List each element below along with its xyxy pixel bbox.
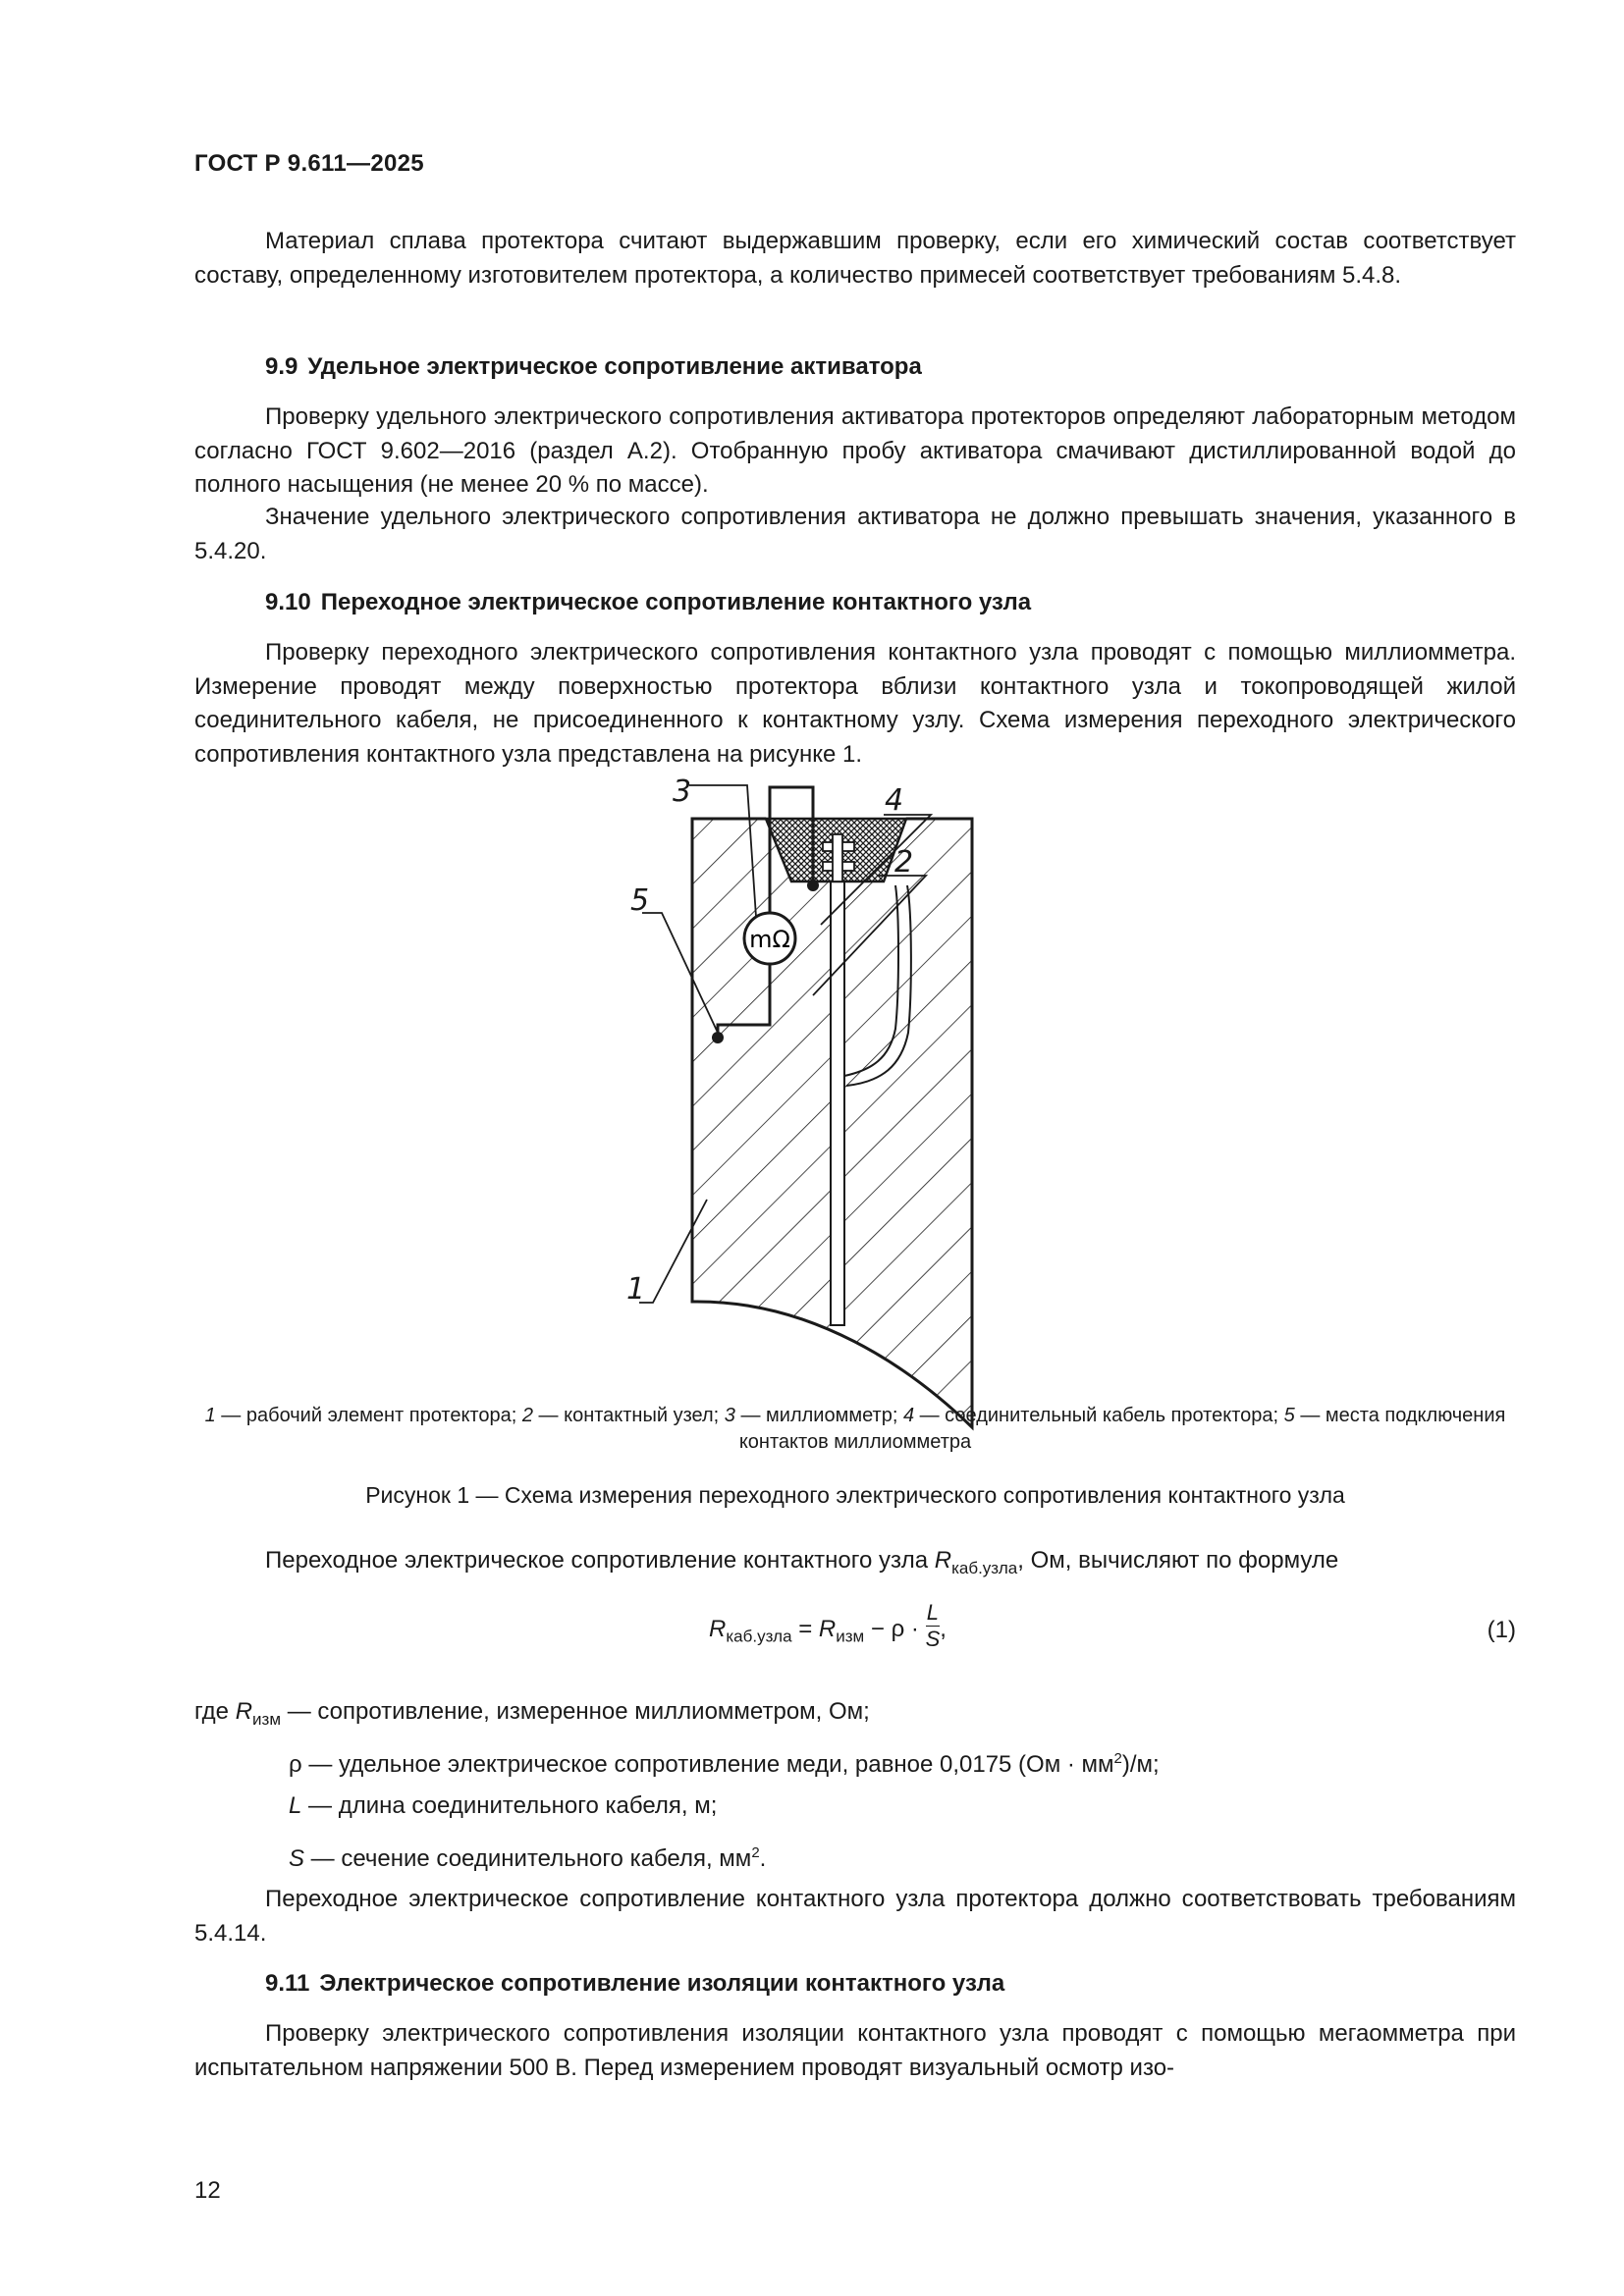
fraction: $\frac{L}{S}$ <box>925 1600 941 1651</box>
paragraph: Материал сплава протектора считают выдержавшим проверку, если его химический состав соответствует составу, определенному изготовителем протектора, а количество примесей соответствует требованиям 5.4.8. <box>194 228 1516 289</box>
legend-num: 3 <box>724 1405 735 1426</box>
formula-expression: $R_{каб.узла} = R_{изм} - \rho$ · $\frac{L}{S}$ , <box>709 1600 947 1651</box>
figure-legend <box>194 1403 1516 1456</box>
legend-text: — места подключения контактов миллиомметра <box>738 1405 1506 1453</box>
meter-label: mΩ <box>749 926 790 953</box>
measurement-diagram <box>626 774 1186 1374</box>
paragraph-formula-intro: Переходное электрическое сопротивление контактного узла $R_{каб.узла}$, Ом, вычисляют по формуле <box>265 1547 1339 1577</box>
section-heading-9-9 <box>265 353 922 381</box>
legend-text: — рабочий элемент протектора; <box>215 1405 522 1426</box>
section-title: Электрическое сопротивление изоляции контактного узла <box>319 1970 1005 1997</box>
callout-4: 4 <box>885 783 904 818</box>
cable-contact-point <box>807 880 819 891</box>
legend-num: 5 <box>1283 1405 1295 1426</box>
section-heading-9-10 <box>265 589 1031 616</box>
callout-1: 1 <box>626 1272 646 1307</box>
where-line-l: L — длина соединительного кабеля, м; <box>289 1792 718 1819</box>
where-line-rho: ρ — удельное электрическое сопротивление меди, равное 0,0175 $(Ом \cdot мм^2)/м$; <box>289 1750 1160 1778</box>
paragraph: Проверку переходного электрического сопротивления контактного узла проводят с помощью миллиомметра. Измерение проводят между поверхностью протектора вблизи контактного узла и токопроводящей жилой соединительного кабеля, не присоединенного к контактному узлу. Схема измерения переходного электрического сопротивления контактного узла представлена на рисунке 1. <box>194 639 1516 768</box>
paragraph: Проверку электрического сопротивления изоляции контактного узла проводят с помощью мегаомметра при испытательном напряжении 500 В. Перед измерением проводят визуальный осмотр изо- <box>194 2020 1516 2081</box>
section-number: 9.10 <box>265 589 311 615</box>
formula-number: (1) <box>1487 1617 1516 1643</box>
legend-num: 1 <box>204 1405 216 1426</box>
paragraph: Проверку удельного электрического сопротивления активатора протекторов определяют лабораторным методом согласно ГОСТ 9.602—2016 (раздел А.2). Отобранную пробу активатора смачивают дистиллированной водой до полного насыщения (не менее 20 % по массе). <box>194 403 1516 498</box>
paragraph: Переходное электрическое сопротивление контактного узла протектора должно соответствовать требованиям 5.4.14. <box>194 1886 1516 1947</box>
legend-num: 4 <box>902 1405 915 1426</box>
document-page <box>194 0 1516 2296</box>
legend-text: — миллиомметр; <box>734 1405 903 1426</box>
callout-3: 3 <box>673 774 692 809</box>
contact-node <box>766 819 906 881</box>
section-title: Переходное электрическое сопротивление контактного узла <box>320 589 1032 615</box>
legend-text: — контактный узел; <box>532 1405 725 1426</box>
section-heading-9-11 <box>265 1970 1004 1998</box>
callout-2: 2 <box>894 845 914 880</box>
where-line-s: S — сечение соединительного кабеля, $мм^2$. <box>289 1844 767 1872</box>
section-number: 9.11 <box>265 1970 310 1997</box>
section-title: Удельное электрическое сопротивление активатора <box>307 353 922 380</box>
page-number: 12 <box>194 2177 221 2204</box>
figure-caption: Рисунок 1 — Схема измерения переходного электрического сопротивления контактного узла <box>365 1482 1345 1508</box>
paragraph: Значение удельного электрического сопротивления активатора не должно превышать значения, указанного в 5.4.20. <box>194 504 1516 564</box>
callout-5: 5 <box>630 883 650 918</box>
legend-text: — соединительный кабель протектора; <box>914 1405 1284 1426</box>
where-line-r: где $R_{изм}$ — сопротивление, измеренное миллиомметром, Ом; <box>194 1698 870 1729</box>
legend-num: 2 <box>521 1405 533 1426</box>
document-header: ГОСТ Р 9.611—2025 <box>194 150 424 177</box>
section-number: 9.9 <box>265 353 298 380</box>
protector-body <box>692 817 972 1427</box>
formula-1 <box>194 1592 1516 1671</box>
surface-contact-point <box>712 1032 724 1043</box>
